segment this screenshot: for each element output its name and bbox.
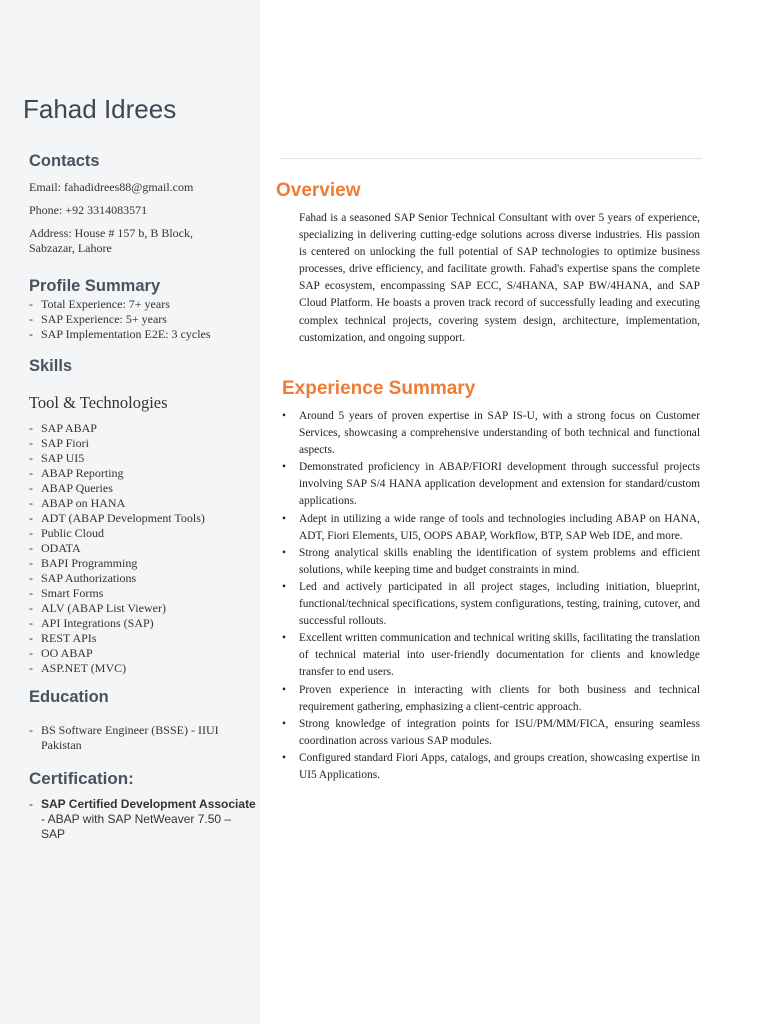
list-item: - SAP ABAP	[29, 421, 205, 436]
email-text: Email: fahadidrees88@gmail.com	[29, 180, 194, 194]
list-item: - ODATA	[29, 541, 205, 556]
list-item: • Around 5 years of proven expertise in SAP IS-U, with a strong focus on Customer Services, showcasing a comprehensive understanding of both technical and functional aspects.	[299, 408, 700, 459]
list-item: - SAP UI5	[29, 451, 205, 466]
list-item: - SAP Experience: 5+ years	[29, 312, 211, 327]
list-item: - ASP.NET (MVC)	[29, 661, 205, 676]
list-item: - ABAP Queries	[29, 481, 205, 496]
list-item: - Smart Forms	[29, 586, 205, 601]
list-item: - Public Cloud	[29, 526, 205, 541]
tools-subheading: Tool & Technologies	[29, 393, 168, 412]
certification-title: SAP Certified Development Associate	[41, 797, 256, 811]
overview-text: Fahad is a seasoned SAP Senior Technical Consultant with over 5 years of experience, specializing in delivering cutting-edge solutions across diverse industries. His passion is centered on unlocking the full potential of SAP technologies to optimize business processes, drive efficiency, and facilitate growth. Fahad's expertise spans the complete SAP ecosystem, encompassing SAP ECC, S/4HANA, SAP BW/4HANA, and SAP Cloud Platform. He boasts a proven track record of successfully leading and executing complex technical projects, covering system design, architecture, implementation, customization, and ongoing support.	[299, 212, 700, 344]
phone-text: Phone: +92 3314083571	[29, 203, 148, 217]
list-item: - BS Software Engineer (BSSE) - IIUI Pakistan	[29, 723, 239, 753]
overview-heading: Overview	[276, 180, 361, 201]
list-item: • Demonstrated proficiency in ABAP/FIORI development through successful projects involving SAP S/4 HANA application development and extension for standard/custom applications.	[299, 459, 700, 510]
list-item: • Led and actively participated in all project stages, including initiation, blueprint, functional/technical specifications, system configurations, testing, training, cutover, and successful rollouts.	[299, 579, 700, 630]
profile-summary-heading: Profile Summary	[29, 277, 161, 295]
list-item: - ABAP on HANA	[29, 496, 205, 511]
education-heading: Education	[29, 688, 109, 706]
profile-summary-list	[29, 297, 211, 342]
list-item: - API Integrations (SAP)	[29, 616, 205, 631]
list-item: - OO ABAP	[29, 646, 205, 661]
skills-list	[29, 421, 205, 676]
list-item: • Excellent written communication and technical writing skills, facilitating the translation of technical material into user-friendly documentation for clients and knowledge transfer to end users.	[299, 630, 700, 681]
list-item: - ADT (ABAP Development Tools)	[29, 511, 205, 526]
certification-heading: Certification:	[29, 769, 134, 788]
list-item: - Total Experience: 7+ years	[29, 297, 211, 312]
certification-item	[29, 797, 256, 842]
list-item: • Proven experience in interacting with clients for both business and technical requirement gathering, emphasizing a client-centric approach.	[299, 682, 700, 716]
certification-detail: - ABAP with SAP NetWeaver 7.50 – SAP	[41, 812, 232, 841]
experience-list	[299, 408, 700, 784]
divider	[280, 158, 702, 159]
candidate-name: Fahad Idrees	[23, 94, 177, 124]
address-text: Address: House # 157 b, B Block, Sabzazar, Lahore	[29, 226, 193, 255]
list-item: • Strong knowledge of integration points for ISU/PM/MM/FICA, ensuring seamless coordination across various SAP modules.	[299, 716, 700, 750]
list-item: - REST APIs	[29, 631, 205, 646]
list-item: • Strong analytical skills enabling the identification of system problems and efficient solutions, while keeping time and budget constraints in mind.	[299, 545, 700, 579]
experience-summary-heading: Experience Summary	[282, 378, 476, 399]
list-item: - SAP Authorizations	[29, 571, 205, 586]
list-item: - BAPI Programming	[29, 556, 205, 571]
list-item: - SAP Fiori	[29, 436, 205, 451]
list-item: • Configured standard Fiori Apps, catalogs, and groups creation, showcasing expertise in UI5 Applications.	[299, 750, 700, 784]
list-item: - ABAP Reporting	[29, 466, 205, 481]
education-list	[29, 723, 239, 753]
list-item: • Adept in utilizing a wide range of tools and technologies including ABAP on HANA, ADT, Fiori Elements, UI5, OOPS ABAP, Workflow, BTP, SAP Web IDE, and more.	[299, 511, 700, 545]
skills-heading: Skills	[29, 357, 73, 375]
list-item: - SAP Implementation E2E: 3 cycles	[29, 327, 211, 342]
contacts-heading: Contacts	[29, 152, 100, 170]
list-item: - ALV (ABAP List Viewer)	[29, 601, 205, 616]
